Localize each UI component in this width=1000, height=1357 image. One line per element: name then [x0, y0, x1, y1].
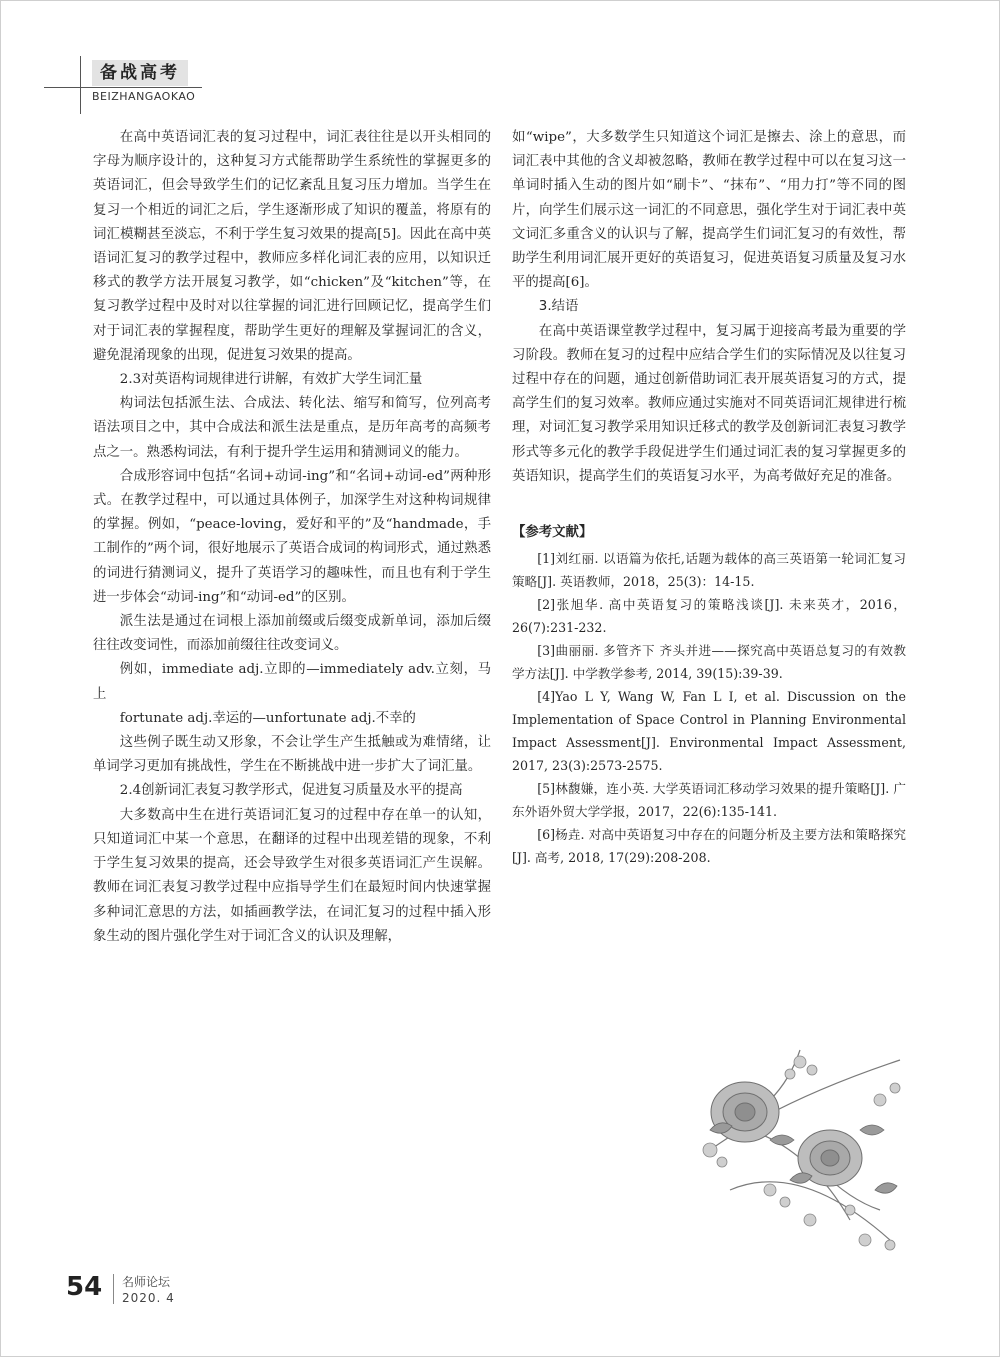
- subsection-heading: 2.3对英语构词规律进行讲解，有效扩大学生词汇量: [119, 372, 423, 388]
- paragraph: 合成形容词中包括“名词+动词-ing”和“名词+动词-ed”两种形式。在教学过程中，可以通过具体例子，加深学生对这种构词规律的掌握。例如，“peace-loving，爱好和平的”及“handmade，手工制作的”两个词，很好地展示了英语合成词的构词形式，通过熟悉的词进行猜测词义，提升了英语学习的趣味性，而且也有利于学生进一步体会“动词-ing”和“动词-ed”的区别。: [93, 468, 491, 605]
- reference-item: [1]刘红丽. 以语篇为依托,话题为载体的高三英语第一轮词汇复习策略[J]. 英语教师，2018，25(3)：14-15.: [512, 551, 906, 590]
- example-line: 例如，immediate adj.立即的—immediately adv.立刻，马上: [93, 662, 491, 702]
- paragraph: 派生法是通过在词根上添加前缀或后缀变成新单词，添加后缀往往改变词性，而添加前缀往往改变词义。: [93, 614, 491, 654]
- footer-divider: [113, 1274, 114, 1304]
- reference-item: [3]曲丽丽. 多管齐下 齐头并进——探究高中英语总复习的有效教学方法[J]. 中学教学参考, 2014, 39(15):39-39.: [512, 643, 906, 682]
- left-column: [93, 126, 491, 949]
- section-title: 备战高考: [92, 60, 188, 86]
- reference-item: [2]张旭华. 高中英语复习的策略浅谈[J]. 未来英才，2016，26(7):231-232.: [512, 597, 906, 636]
- right-column: [512, 126, 906, 869]
- journal-name: 名师论坛: [122, 1275, 171, 1289]
- section-subtitle: BEIZHANGAOKAO: [92, 90, 196, 103]
- paragraph: 大多数高中生在进行英语词汇复习的过程中存在单一的认知，只知道词汇中某一个意思，在翻译的过程中出现差错的现象，不利于学生复习效果的提高，还会导致学生对很多英语词汇产生误解。教师在词汇表复习教学过程中应指导学生们在最短时间内快速掌握多种词汇意思的方法，如插画教学法，在词汇复习的过程中插入形象生动的图片强化学生对于词汇含义的认识及理解，: [93, 807, 491, 944]
- header-vertical-rule: [80, 56, 81, 114]
- reference-item: [5]林馥嫌，连小英. 大学英语词汇移动学习效果的提升策略[J]. 广东外语外贸大学学报，2017，22(6):135-141.: [512, 781, 906, 820]
- header-horizontal-rule: [44, 87, 202, 88]
- page-number: 54: [66, 1272, 103, 1302]
- issue-date: 2020. 4: [122, 1291, 175, 1305]
- flower-bouquet-icon: [650, 1040, 920, 1260]
- reference-item: [6]杨垚. 对高中英语复习中存在的问题分析及主要方法和策略探究[J]. 高考, 2018, 17(29):208-208.: [512, 827, 906, 866]
- subsection-heading: 2.4创新词汇表复习教学形式，促进复习质量及水平的提高: [119, 783, 463, 799]
- references-title: 【参考文献】: [512, 525, 593, 541]
- paragraph-continued: 如“wipe”，大多数学生只知道这个词汇是擦去、涂上的意思，而词汇表中其他的含义却被忽略，教师在教学过程中可以在复习这一单词时插入生动的图片如“刷卡”、“抹布”、“用力打”等不同的图片，向学生们展示这一词汇的不同意思，强化学生对于词汇表中英文词汇多重含义的认识与了解，提高学生们词汇复习的有效性，帮助学生利用词汇展开更好的英语复习，促进英语复习质量及复习水平的提高[6]。: [512, 130, 906, 291]
- example-line: fortunate adj.幸运的—unfortunate adj.不幸的: [119, 710, 416, 726]
- paragraph: 这些例子既生动又形象，不会让学生产生抵触或为难情绪，让单词学习更加有挑战性，学生在不断挑战中进一步扩大了词汇量。: [93, 735, 491, 775]
- paragraph: 在高中英语词汇表的复习过程中，词汇表往往是以开头相同的字母为顺序设计的，这种复习方式能帮助学生系统性的掌握更多的英语词汇，但会导致学生们的记忆紊乱且复习压力增加。当学生在复习一个相近的词汇之后，学生逐渐形成了知识的覆盖，将原有的词汇模糊甚至淡忘，不利于学生复习效果的提高[5]。因此在高中英语词汇复习的教学过程中，教师应多样化词汇表的应用，以知识迁移式的教学方法开展复习教学，如“chicken”及“kitchen”等，在复习教学过程中及时对以往掌握的词汇进行回顾记忆，提高学生们对于词汇表的掌握程度，帮助学生更好的理解及掌握词汇的含义，避免混淆现象的出现，促进复习效果的提高。: [93, 130, 491, 363]
- paragraph: 构词法包括派生法、合成法、转化法、缩写和简写，位列高考语法项目之中，其中合成法和派生法是重点，是历年高考的高频考点之一。熟悉构词法，有利于提升学生运用和猜测词义的能力。: [93, 396, 491, 460]
- reference-item: [4]Yao L Y, Wang W, Fan L I, et al. Discussion on the Implementation of Space Control in Planning Environmental Impact Assessment[J]. Environmental Impact Assessment, 2017, 23(3):2573-2575.: [512, 689, 906, 774]
- section-heading: 3.结语: [538, 299, 579, 315]
- paragraph: 在高中英语课堂教学过程中，复习属于迎接高考最为重要的学习阶段。教师在复习的过程中应结合学生们的实际情况及以往复习过程中存在的问题，通过创新借助词汇表开展英语复习的方式，提高学生们的复习效率。教师应通过实施对不同英语词汇规律进行梳理，对词汇复习教学采用知识迁移式的教学及创新词汇表复习教学形式等多元化的教学手段促进学生们通过词汇表的复习掌握更多的英语知识，提高学生们的英语复习水平，为高考做好充足的准备。: [512, 323, 906, 484]
